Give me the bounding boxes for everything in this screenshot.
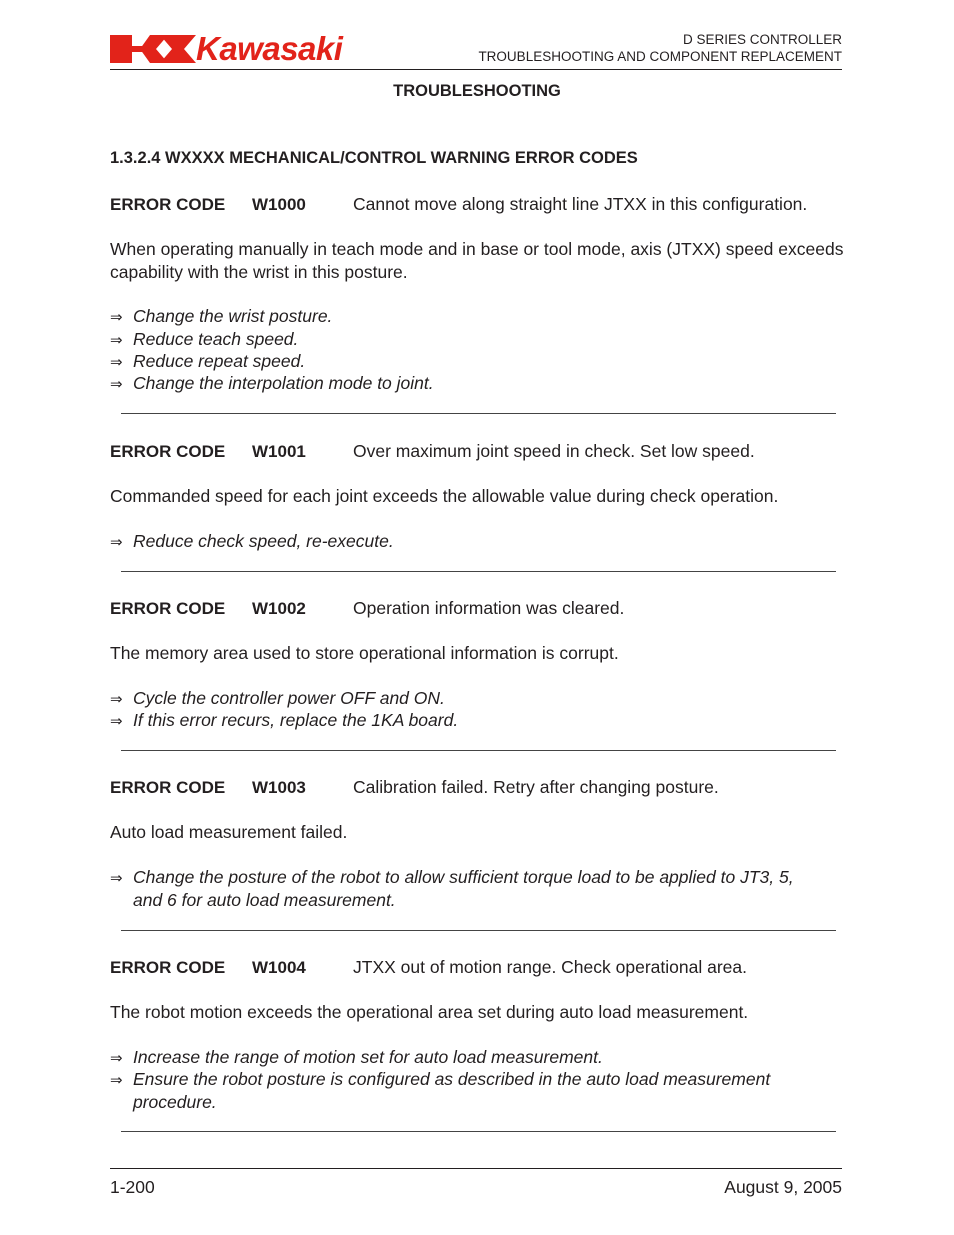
header-rule xyxy=(110,69,842,70)
arrow-icon: ⇒ xyxy=(110,533,123,551)
arrow-icon: ⇒ xyxy=(110,331,123,349)
action-item-continuation: and 6 for auto load measurement. xyxy=(133,890,396,910)
error-message: Operation information was cleared. xyxy=(353,598,625,618)
error-message: JTXX out of motion range. Check operational area. xyxy=(353,957,747,977)
document-header xyxy=(478,31,842,65)
footer-rule xyxy=(110,1168,842,1169)
error-description: Commanded speed for each joint exceeds the allowable value during check operation. xyxy=(110,486,779,506)
error-description: Auto load measurement failed. xyxy=(110,822,348,842)
page-number: 1-200 xyxy=(110,1177,155,1197)
separator xyxy=(121,930,836,931)
action-item: ⇒ Reduce check speed, re-execute. xyxy=(110,530,850,554)
arrow-icon: ⇒ xyxy=(110,712,123,730)
arrow-icon: ⇒ xyxy=(110,1049,123,1067)
error-code-line xyxy=(110,956,850,980)
action-item: ⇒ Cycle the controller power OFF and ON. xyxy=(110,687,850,711)
arrow-icon: ⇒ xyxy=(110,869,123,887)
section-heading: TROUBLESHOOTING xyxy=(393,82,561,100)
error-code-number: W1001 xyxy=(252,442,306,461)
action-item: ⇒ Reduce teach speed. xyxy=(110,328,850,352)
footer-date: August 9, 2005 xyxy=(724,1177,842,1197)
subsection-title: 1.3.2.4 WXXXX MECHANICAL/CONTROL WARNING ERROR CODES xyxy=(110,149,638,167)
error-code-line xyxy=(110,776,850,800)
action-item-continuation: procedure. xyxy=(133,1092,217,1112)
error-message: Over maximum joint speed in check. Set low speed. xyxy=(353,441,755,461)
action-item: ⇒ Increase the range of motion set for auto load measurement. xyxy=(110,1046,850,1070)
action-item: ⇒ Change the interpolation mode to joint. xyxy=(110,372,850,396)
error-code-number: W1002 xyxy=(252,599,306,618)
arrow-icon: ⇒ xyxy=(110,375,123,393)
header-line-2: TROUBLESHOOTING AND COMPONENT REPLACEMENT xyxy=(478,49,842,64)
action-item: ⇒ If this error recurs, replace the 1KA board. xyxy=(110,709,850,733)
arrow-icon: ⇒ xyxy=(110,353,123,371)
error-code-number: W1004 xyxy=(252,958,306,977)
action-item: ⇒ Change the posture of the robot to allow sufficient torque load to be applied to JT3, 5, xyxy=(110,866,850,890)
error-code-label: ERROR CODE xyxy=(110,599,226,618)
error-code-number: W1003 xyxy=(252,778,306,797)
error-code-label: ERROR CODE xyxy=(110,778,226,797)
arrow-icon: ⇒ xyxy=(110,690,123,708)
kawasaki-logo xyxy=(110,30,388,67)
separator xyxy=(121,1131,836,1132)
separator xyxy=(121,413,836,414)
error-code-line xyxy=(110,193,850,217)
error-code-label: ERROR CODE xyxy=(110,195,226,214)
action-item: ⇒ Ensure the robot posture is configured as described in the auto load measurement xyxy=(110,1068,850,1092)
header-line-1: D SERIES CONTROLLER xyxy=(682,32,842,47)
action-item: ⇒ Change the wrist posture. xyxy=(110,305,850,329)
error-code-label: ERROR CODE xyxy=(110,958,226,977)
error-description: The robot motion exceeds the operational area set during auto load measurement. xyxy=(110,1002,749,1022)
error-description: The memory area used to store operational information is corrupt. xyxy=(110,643,619,663)
separator xyxy=(121,750,836,751)
error-code-label: ERROR CODE xyxy=(110,442,226,461)
error-description: When operating manually in teach mode and in base or tool mode, axis (JTXX) speed exceeds capability with the wrist in this posture. xyxy=(110,239,844,282)
action-item: ⇒ Reduce repeat speed. xyxy=(110,350,850,374)
kawasaki-emblem-icon xyxy=(110,33,200,65)
arrow-icon: ⇒ xyxy=(110,308,123,326)
logo-wordmark: Kawasaki xyxy=(196,30,343,67)
error-message: Cannot move along straight line JTXX in this configuration. xyxy=(353,194,808,214)
arrow-icon: ⇒ xyxy=(110,1071,123,1089)
error-code-line xyxy=(110,440,850,464)
error-code-line xyxy=(110,597,850,621)
separator xyxy=(121,571,836,572)
error-code-number: W1000 xyxy=(252,195,306,214)
error-message: Calibration failed. Retry after changing posture. xyxy=(353,777,719,797)
